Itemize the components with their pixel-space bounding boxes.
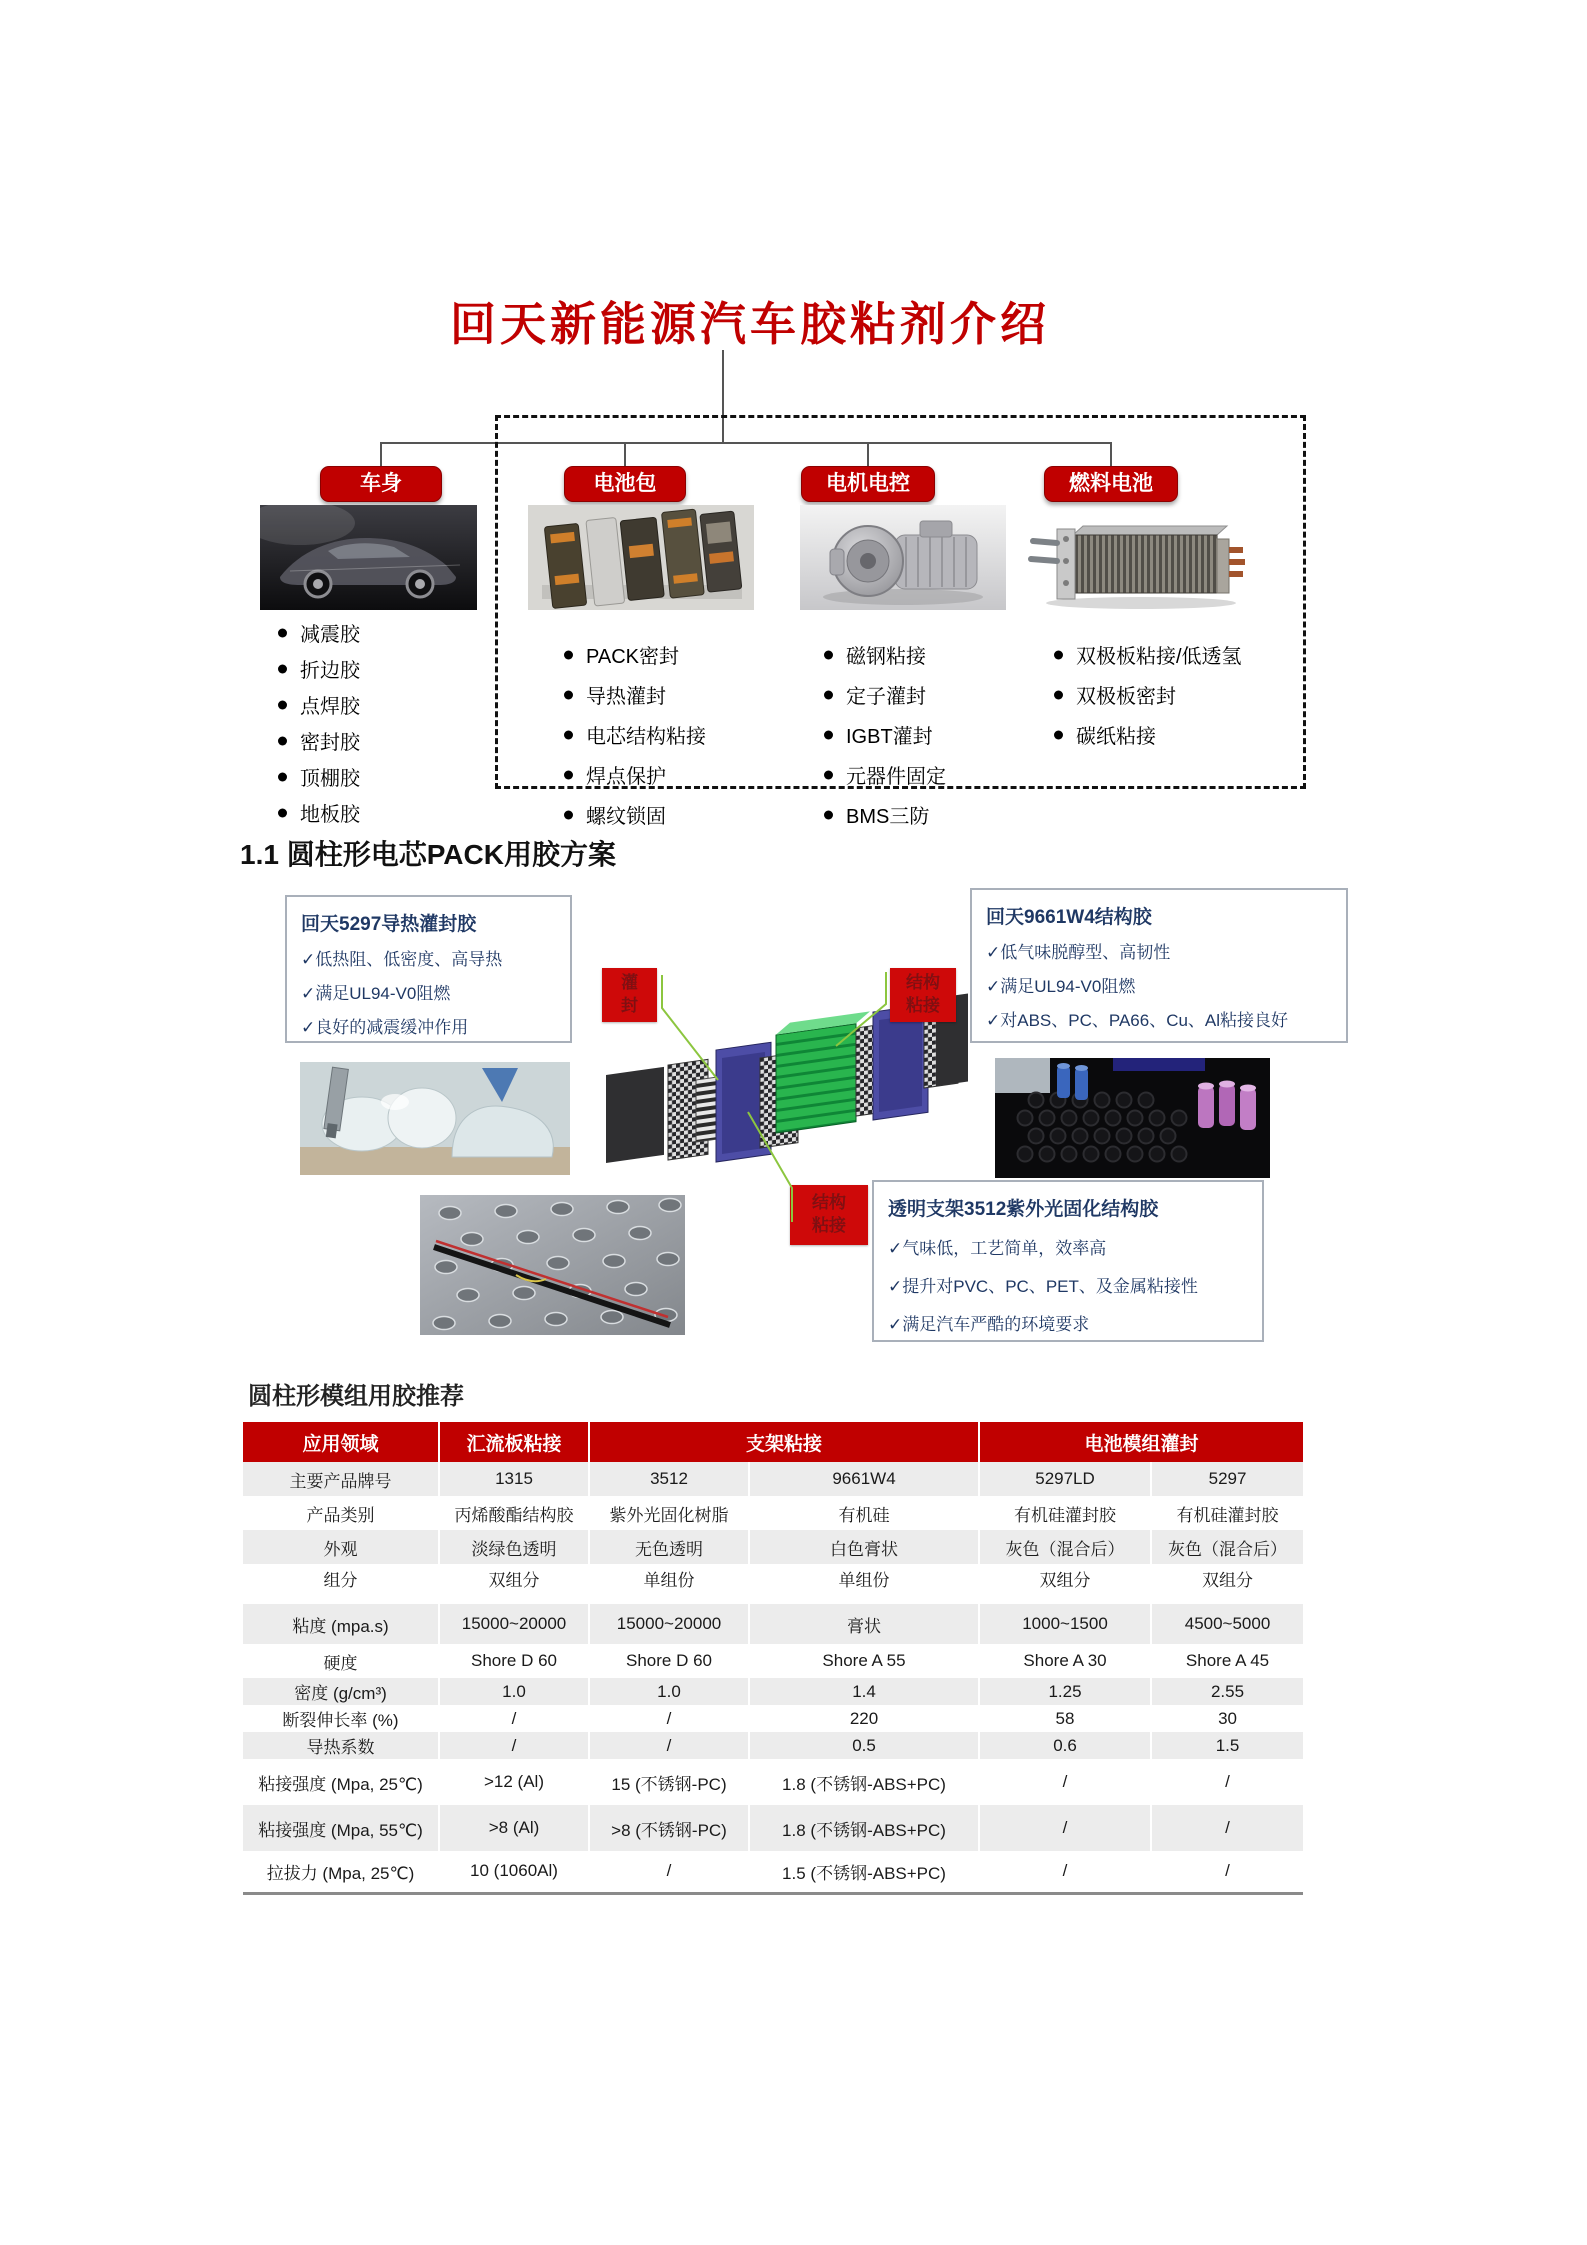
list-item: 元器件固定 [822,760,946,789]
col-header-application: 应用领域 [243,1422,439,1462]
motor-photo [800,505,1006,610]
row-label: 粘接强度 (Mpa, 55℃) [258,1820,423,1840]
table-row [243,1530,1303,1564]
table-cell: 0.5 [749,1732,979,1759]
list-item: 导热灌封 [562,680,706,709]
table-row [243,1678,1303,1705]
page-title: 回天新能源汽车胶粘剂介绍 [450,298,1050,350]
table-cell: 4500~5000 [1151,1598,1303,1644]
callout-5297 [285,895,572,1043]
busbar-plate-photo [420,1195,685,1335]
section-heading: 1.1 圆柱形电芯PACK用胶方案 [240,839,616,870]
table-cell: 30 [1151,1705,1303,1732]
row-label: 主要产品牌号 [289,1471,392,1491]
list-item: 碳纸粘接 [1052,720,1242,749]
row-label: 外观 [323,1539,358,1559]
callout-title: 透明支架3512紫外光固化结构胶 [888,1199,1159,1220]
list-item: 减震胶 [276,618,360,647]
table-header-row [243,1422,1303,1462]
callout-point: ✓满足UL94-V0阻燃 [986,977,1136,996]
table-cell: 5297LD [979,1462,1151,1496]
table-cell: 1315 [439,1462,589,1496]
callout-point: ✓对ABS、PC、PA66、Cu、Al粘接良好 [986,1011,1289,1030]
table-cell: 灰色（混合后） [979,1530,1151,1564]
col-header-bracket: 支架粘接 [589,1422,979,1462]
table-cell: 15 (不锈钢-PC) [589,1759,749,1805]
callout-point: ✓良好的减震缓冲作用 [301,1018,469,1037]
list-item: 定子灌封 [822,680,946,709]
row-label: 导热系数 [306,1738,375,1757]
list-item: PACK密封 [562,640,706,669]
label-potting: 灌封 [602,968,657,1022]
table-cell: 15000~20000 [589,1598,749,1644]
row-label: 拉拔力 (Mpa, 25℃) [266,1863,415,1883]
table-cell: Shore D 60 [589,1644,749,1678]
table-cell: / [1151,1805,1303,1851]
table-cell: 紫外光固化树脂 [589,1496,749,1530]
spec-table-body [243,1462,1303,1893]
callout-point: ✓低热阻、低密度、高导热 [301,950,503,969]
table-cell: 有机硅灌封胶 [1151,1496,1303,1530]
cell-holder-photo [995,1058,1270,1178]
table-cell: 1.0 [589,1678,749,1705]
table-row [243,1496,1303,1530]
table-cell: / [1151,1759,1303,1805]
label-structural-bond-top: 结构粘接 [890,968,956,1022]
table-cell: / [979,1759,1151,1805]
row-label: 粘度 (mpa.s) [243,1598,439,1644]
table-cell: 有机硅 [749,1496,979,1530]
callout-3512 [872,1180,1264,1342]
body-adhesives-list [276,618,360,834]
table-cell: 5297 [1151,1462,1303,1496]
table-row [243,1805,1303,1851]
list-item: 折边胶 [276,654,360,683]
table-cell: 1.25 [979,1678,1151,1705]
col-header-module-potting: 电池模组灌封 [979,1422,1303,1462]
table-row [243,1705,1303,1732]
callout-point: ✓满足UL94-V0阻燃 [301,984,451,1003]
table-cell: / [439,1732,589,1759]
list-item: IGBT灌封 [822,720,946,749]
car-body-photo [260,505,477,610]
table-cell: 无色透明 [589,1530,749,1564]
table-cell: 1.4 [749,1678,979,1705]
list-item: 双极板粘接/低透氢 [1052,640,1242,669]
table-cell: >8 (不锈钢-PC) [589,1805,749,1851]
table-cell: / [1151,1851,1303,1893]
table-cell: 有机硅灌封胶 [979,1496,1151,1530]
category-badge-battery-pack: 电池包 [564,466,686,502]
table-cell: 膏状 [749,1598,979,1644]
table-cell: 220 [749,1705,979,1732]
table-cell: 10 (1060Al) [439,1851,589,1893]
table-cell: 灰色（混合后） [1151,1530,1303,1564]
row-label: 断裂伸长率 (%) [282,1711,399,1730]
list-item: 点焊胶 [276,690,360,719]
table-cell: 1.0 [439,1678,589,1705]
table-cell: 1.5 [1151,1732,1303,1759]
callout-title: 回天5297导热灌封胶 [301,914,477,935]
row-label: 硬度 [323,1653,358,1673]
table-cell: Shore A 30 [979,1644,1151,1678]
table-cell: 1.8 (不锈钢-ABS+PC) [749,1759,979,1805]
table-row [243,1644,1303,1678]
table-row [243,1732,1303,1759]
table-cell: 9661W4 [749,1462,979,1496]
spec-table [243,1422,1303,1895]
table-cell: 单组份 [589,1564,749,1598]
table-row [243,1462,1303,1496]
table-cell: 丙烯酸酯结构胶 [439,1496,589,1530]
motor-adhesives-list [822,640,946,840]
table-cell: 2.55 [1151,1678,1303,1705]
row-label: 产品类别 [306,1505,375,1525]
list-item: 焊点保护 [562,760,706,789]
table-cell: 白色膏状 [749,1530,979,1564]
list-item: BMS三防 [822,800,946,829]
potting-process-photo [300,1062,570,1175]
table-cell: 3512 [589,1462,749,1496]
table-cell: / [589,1851,749,1893]
table-cell: 双组分 [1151,1564,1303,1598]
table-cell: / [589,1705,749,1732]
table-cell: Shore A 45 [1151,1644,1303,1678]
callout-title: 回天9661W4结构胶 [986,907,1152,928]
table-cell: 1.8 (不锈钢-ABS+PC) [749,1805,979,1851]
table-cell: 单组份 [749,1564,979,1598]
callout-point: ✓提升对PVC、PC、PET、及金属粘接性 [888,1277,1198,1296]
table-cell: 0.6 [979,1732,1151,1759]
table-title: 圆柱形模组用胶推荐 [248,1383,464,1410]
callout-point: ✓低气味脱醇型、高韧性 [986,943,1171,962]
col-header-busbar: 汇流板粘接 [439,1422,589,1462]
battery-pack-adhesives-list [562,640,706,840]
table-cell: >12 (Al) [439,1759,589,1805]
table-cell: 1.5 (不锈钢-ABS+PC) [749,1851,979,1893]
battery-pack-photo [528,505,754,610]
list-item: 电芯结构粘接 [562,720,706,749]
table-row [243,1851,1303,1893]
table-cell: 双组分 [439,1564,589,1598]
table-cell: / [439,1705,589,1732]
tree-stub [380,444,382,467]
row-label: 组分 [323,1570,358,1590]
list-item: 地板胶 [276,798,360,827]
table-cell: 58 [979,1705,1151,1732]
list-item: 顶棚胶 [276,762,360,791]
table-cell: Shore A 55 [749,1644,979,1678]
list-item: 磁钢粘接 [822,640,946,669]
table-cell: 1000~1500 [979,1598,1151,1644]
table-cell: / [589,1732,749,1759]
table-row [243,1598,1303,1644]
list-item: 密封胶 [276,726,360,755]
list-item: 螺纹锁固 [562,800,706,829]
list-item: 双极板密封 [1052,680,1242,709]
table-cell: 双组分 [979,1564,1151,1598]
table-cell: >8 (Al) [439,1805,589,1851]
fuel-cell-adhesives-list [1052,640,1242,760]
category-badge-body: 车身 [320,466,442,502]
category-badge-fuel-cell: 燃料电池 [1044,466,1178,502]
table-cell: / [979,1805,1151,1851]
callout-9661w4 [970,888,1348,1043]
fuel-cell-photo [1021,513,1253,611]
table-cell: 15000~20000 [439,1598,589,1644]
label-structural-bond-bottom: 结构粘接 [790,1185,868,1245]
callout-point: ✓满足汽车严酷的环境要求 [888,1315,1090,1334]
table-cell: / [979,1851,1151,1893]
row-label: 粘接强度 (Mpa, 25℃) [258,1774,423,1794]
callout-point: ✓气味低，工艺简单，效率高 [888,1239,1107,1258]
category-badge-motor-control: 电机电控 [801,466,935,502]
table-cell: 淡绿色透明 [439,1530,589,1564]
table-row [243,1759,1303,1805]
table-row [243,1564,1303,1598]
row-label: 密度 (g/cm³) [294,1684,387,1703]
table-cell: Shore D 60 [439,1644,589,1678]
